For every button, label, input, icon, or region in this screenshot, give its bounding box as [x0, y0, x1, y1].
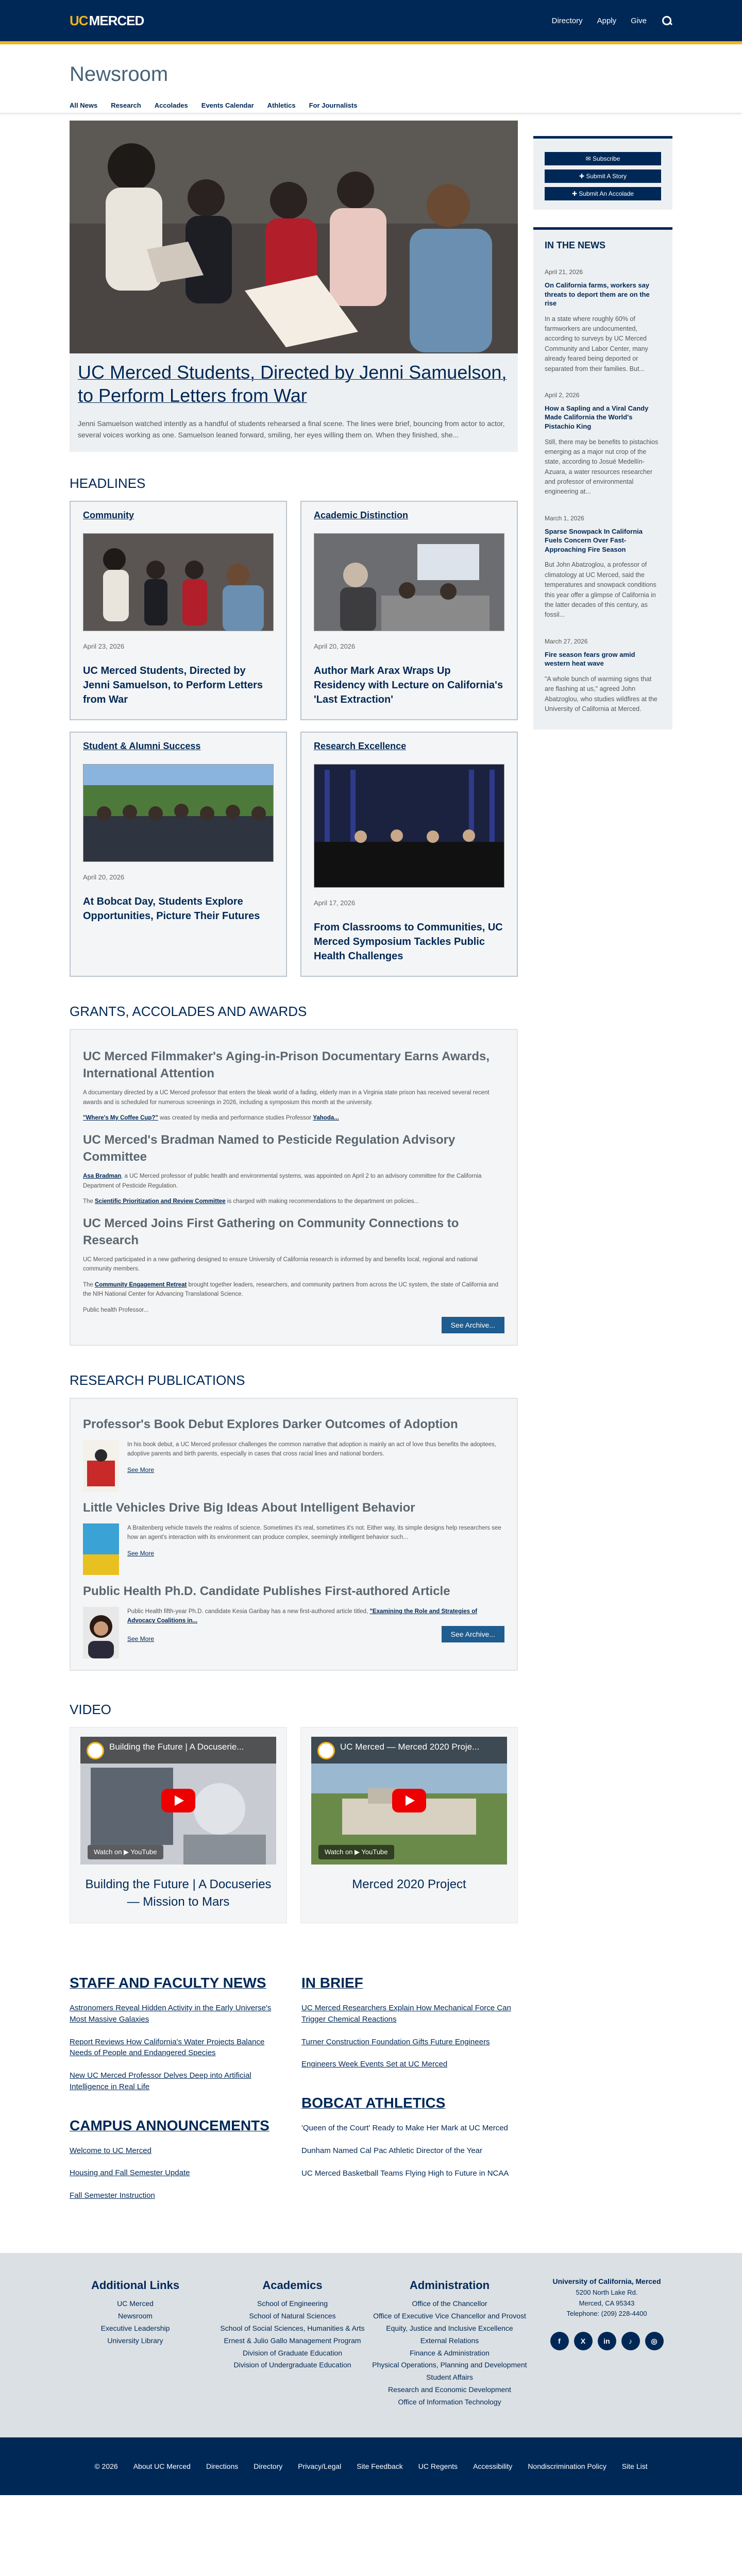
bottom-link[interactable]: Directory [254, 2462, 283, 2470]
card-category[interactable]: Research Excellence [314, 741, 407, 752]
footer-link[interactable]: Physical Operations, Planning and Development [372, 2361, 527, 2369]
linkedin-icon[interactable]: in [598, 2332, 616, 2350]
card-title[interactable]: At Bobcat Day, Students Explore Opportunities, Picture Their Futures [83, 896, 260, 922]
card-date: April 23, 2026 [83, 642, 125, 651]
campus-link[interactable]: Welcome to UC Merced [70, 2146, 151, 2155]
in-brief-col [301, 1975, 518, 2201]
award-title[interactable]: UC Merced Filmmaker's Aging-in-Prison Documentary Earns Awards, International Attention [83, 1049, 490, 1080]
research-heading: RESEARCH PUBLICATIONS [70, 1372, 245, 1388]
news-excerpt: Still, there may be benefits to pistachios emerging as a major nut crop of the state, according to Josué Medellín-Azuara, a water resources researcher and professor of environmental engineering at... [545, 438, 659, 496]
footer-address-line: 5200 North Lake Rd. [576, 2288, 638, 2296]
staff-news-heading[interactable]: STAFF AND FACULTY NEWS [70, 1975, 266, 1991]
submit-accolade-button[interactable]: ✚ Submit An Accolade [545, 187, 661, 200]
card-date: April 17, 2026 [314, 899, 356, 907]
uc-merced-logo[interactable] [70, 13, 144, 29]
publication-title[interactable]: Public Health Ph.D. Candidate Publishes First-authored Article [83, 1584, 450, 1599]
card-title[interactable]: Author Mark Arax Wraps Up Residency with Lecture on California's 'Last Extraction' [314, 665, 503, 706]
publication [83, 1417, 504, 1492]
bottom-link[interactable]: Site List [621, 2462, 648, 2470]
card-photo[interactable] [314, 764, 504, 888]
card-photo[interactable] [83, 533, 274, 631]
news-title[interactable]: Sparse Snowpack In California Fuels Concern Over Fast-Approaching Fire Season [545, 527, 643, 553]
news-excerpt: "A whole bunch of warming signs that are flashing at us," agreed John Abatzoglou, who studies wildfires at the University of California at Merced. [545, 675, 657, 713]
footer-heading: Administration [409, 2278, 490, 2292]
subnav-for-journalists[interactable]: For Journalists [309, 101, 358, 109]
nav-give[interactable]: Give [631, 16, 647, 25]
page-title: Newsroom [70, 63, 168, 86]
facebook-icon[interactable]: f [550, 2332, 569, 2350]
video-title-bar [311, 1737, 507, 1764]
hero-photo[interactable] [70, 121, 518, 353]
subnav-research[interactable]: Research [111, 101, 141, 109]
nav-apply[interactable]: Apply [597, 16, 617, 25]
footer-link[interactable]: UC Merced [117, 2299, 154, 2308]
card-photo-art [314, 534, 504, 631]
award-link[interactable]: Yahoda... [313, 1114, 339, 1121]
see-more-link[interactable]: See More [127, 1635, 155, 1642]
card-category[interactable]: Academic Distinction [314, 510, 409, 521]
bottom-link[interactable]: About UC Merced [133, 2462, 191, 2470]
video-title[interactable]: Merced 2020 Project [352, 1877, 466, 1892]
main-column [70, 121, 518, 1923]
video-title-bar [80, 1737, 276, 1764]
news-title[interactable]: How a Sapling and a Viral Candy Made California the World's Pistachio King [545, 404, 649, 430]
video-player[interactable] [311, 1737, 507, 1865]
hero-story[interactable] [70, 121, 518, 452]
video-thumb-title: Building the Future | A Docuserie... [109, 1742, 244, 1752]
see-more-link[interactable]: See More [127, 1549, 155, 1557]
award-link[interactable]: Asa Bradman [83, 1173, 122, 1180]
instagram-icon[interactable]: ◎ [645, 2332, 664, 2350]
search-icon[interactable] [661, 15, 672, 26]
campus-link[interactable]: Housing and Fall Semester Update [70, 2168, 190, 2178]
channel-avatar [87, 1742, 104, 1759]
sidebar [533, 121, 672, 1923]
award-link[interactable]: Community Engagement Retreat [95, 1281, 187, 1288]
staff-news-col [70, 1975, 286, 2201]
video-title[interactable]: Building the Future | A Docuseries — Mission to Mars [85, 1877, 272, 1909]
lower-sections [0, 1975, 742, 2201]
news-date: March 1, 2026 [545, 514, 584, 522]
campus-link[interactable]: Fall Semester Instruction [70, 2191, 155, 2200]
see-more-link[interactable]: See More [127, 1466, 155, 1473]
in-the-news [533, 227, 672, 730]
award-link[interactable]: Scientific Prioritization and Review Committee [95, 1198, 226, 1205]
sub-nav [70, 101, 672, 109]
top-bar [0, 0, 742, 41]
news-date: April 21, 2026 [545, 268, 583, 276]
footer-contact [528, 2276, 685, 2409]
watch-on-youtube[interactable]: Watch on ▶ YouTube [88, 1845, 163, 1859]
award-text: is charged with making recommendations to the department on policies... [225, 1198, 419, 1205]
footer-link[interactable]: School of Engineering [257, 2299, 328, 2308]
footer-phone[interactable]: Telephone: (209) 228-4400 [566, 2310, 647, 2318]
subnav-accolades[interactable]: Accolades [154, 101, 188, 109]
footer-additional-links [57, 2276, 214, 2409]
in-brief-heading[interactable]: IN BRIEF [301, 1975, 363, 1991]
athletics-item[interactable]: UC Merced Basketball Teams Flying High to Future in NCAA [301, 2168, 509, 2178]
award-excerpt [83, 1172, 504, 1191]
publication-title[interactable]: Professor's Book Debut Explores Darker Outcomes of Adoption [83, 1417, 458, 1432]
footer-link[interactable]: Finance & Administration [410, 2348, 490, 2357]
headline-cards [70, 501, 518, 977]
publication [83, 1584, 504, 1658]
bottom-link[interactable]: Nondiscrimination Policy [528, 2462, 606, 2470]
footer-link[interactable]: Ernest & Julio Gallo Management Program [224, 2336, 361, 2345]
card-date: April 20, 2026 [83, 873, 125, 882]
news-excerpt: In a state where roughly 60% of farmworkers are undocumented, according to surveys by UC Merced Community and Labor Center, many already feared being deported or separated from their families. But... [545, 315, 648, 372]
card-category[interactable]: Student & Alumni Success [83, 741, 201, 752]
research-box [70, 1398, 518, 1671]
footer-link[interactable]: Research and Economic Development [388, 2385, 511, 2394]
award-excerpt-2 [83, 1197, 504, 1206]
publication-excerpt [127, 1607, 504, 1626]
author-photo-art [83, 1607, 119, 1658]
play-icon[interactable] [392, 1789, 426, 1812]
award-text: , a UC Merced professor of public health and environmental systems, was appointed on April 2 to an advisory committee for the California Department of Pesticide Regulation. [83, 1173, 482, 1189]
bottom-bar [0, 2437, 742, 2495]
card-photo[interactable] [314, 533, 504, 631]
publication-excerpt: A Braitenberg vehicle travels the realms of science. Sometimes it's real, sometimes it's not. Either way, its simple designs help researchers see how an agent's interaction with its environment can produce complex, seemingly intelligent behavior such... [127, 1525, 501, 1541]
card-category[interactable]: Community [83, 510, 134, 521]
site-header [0, 44, 742, 113]
news-item [545, 392, 661, 497]
footer-link[interactable]: Office of Executive Vice Chancellor and Provost [373, 2312, 526, 2320]
footer-university-name: University of California, Merced [552, 2277, 661, 2285]
in-brief-link[interactable]: Turner Construction Foundation Gifts Future Engineers [301, 2037, 490, 2046]
submit-story-button[interactable]: ✚ Submit A Story [545, 170, 661, 183]
footer-link[interactable]: Newsroom [118, 2312, 153, 2320]
news-excerpt: But John Abatzoglou, a professor of climatology at UC Merced, said the temperatures and snowpack conditions this year offer a glimpse of California in the latter decades of this century, as fossil... [545, 561, 656, 619]
hero-excerpt: Jenni Samuelson watched intently as a handful of students rehearsed a final scene. The lines were brief, bouncing from actor to actor, several voices working as one. Samuelson leaned forward, smiling, her eyes willing them on. When they finished, she... [78, 419, 505, 439]
headlines-heading: HEADLINES [70, 476, 146, 492]
book-cover[interactable] [83, 1523, 119, 1575]
footer-heading: Academics [262, 2278, 323, 2292]
in-the-news-heading: IN THE NEWS [545, 240, 606, 250]
logo-merced-text: MERCED [89, 12, 144, 28]
book-cover[interactable] [83, 1440, 119, 1492]
footer-link[interactable]: School of Social Sciences, Humanities & Arts [220, 2324, 365, 2332]
publication-link[interactable]: "Examining the Role and Strategies of Advocacy Coalitions in... [127, 1608, 478, 1624]
footer-link[interactable]: Division of Graduate Education [243, 2348, 342, 2357]
footer-academics [214, 2276, 371, 2409]
bottom-link[interactable]: Privacy/Legal [298, 2462, 342, 2470]
footer-address-line: Merced, CA 95343 [579, 2299, 635, 2307]
grants-archive-button[interactable]: See Archive... [442, 1317, 504, 1333]
footer-link[interactable]: Office of the Chancellor [412, 2299, 487, 2308]
headline-card[interactable] [300, 501, 518, 720]
bottom-link[interactable]: Accessibility [473, 2462, 513, 2470]
card-date: April 20, 2026 [314, 642, 356, 651]
news-title[interactable]: On California farms, workers say threats to deport them are on the rise [545, 281, 650, 308]
watch-on-youtube[interactable]: Watch on ▶ YouTube [318, 1845, 394, 1859]
staff-news-link[interactable]: Astronomers Reveal Hidden Activity in the Early Universe's Most Massive Galaxies [70, 2004, 272, 2024]
subnav-all-news[interactable]: All News [70, 101, 98, 109]
grants-box [70, 1029, 518, 1346]
footer-link[interactable]: External Relations [420, 2336, 479, 2345]
news-title[interactable]: Fire season fears grow amid western heat wave [545, 650, 635, 668]
award-text: was created by media and performance studies Professor [158, 1114, 313, 1121]
research-archive-button[interactable]: See Archive... [442, 1626, 504, 1642]
publication [83, 1501, 504, 1575]
social-links [528, 2332, 685, 2350]
footer-link[interactable]: Executive Leadership [100, 2324, 170, 2332]
tiktok-icon[interactable]: ♪ [621, 2332, 640, 2350]
video-player[interactable] [80, 1737, 276, 1865]
card-photo-art [314, 765, 504, 888]
athletics-item[interactable]: 'Queen of the Court' Ready to Make Her Mark at UC Merced [301, 2124, 508, 2133]
in-brief-link[interactable]: UC Merced Researchers Explain How Mechanical Force Can Trigger Chemical Reactions [301, 2004, 511, 2024]
card-photo-art [83, 765, 274, 862]
card-photo-art [83, 534, 274, 631]
footer-heading: Additional Links [91, 2278, 180, 2292]
award-text: The [83, 1198, 95, 1205]
video-card[interactable] [70, 1727, 287, 1923]
video-heading: VIDEO [70, 1702, 111, 1718]
logo-uc-text: UC [70, 12, 88, 28]
publication-title[interactable]: Little Vehicles Drive Big Ideas About Intelligent Behavior [83, 1501, 415, 1515]
bottom-link[interactable]: UC Regents [418, 2462, 458, 2470]
news-item [545, 268, 661, 374]
headline-card[interactable] [70, 732, 287, 977]
card-photo[interactable] [83, 764, 274, 862]
award-title[interactable]: UC Merced's Bradman Named to Pesticide Regulation Advisory Committee [83, 1133, 456, 1164]
hero-caption [70, 353, 518, 452]
copyright: © 2026 [94, 2462, 118, 2470]
subscribe-button[interactable]: ✉ Subscribe [545, 152, 661, 165]
news-date: March 27, 2026 [545, 637, 588, 645]
award-excerpt-2 [83, 1113, 504, 1123]
campus-heading[interactable]: CAMPUS ANNOUNCEMENTS [70, 2117, 269, 2133]
book-cover-art [83, 1440, 119, 1492]
award-text: The [83, 1281, 95, 1288]
footer-link[interactable]: Division of Undergraduate Education [233, 2361, 351, 2369]
award-excerpt-3: Public health Professor... [83, 1307, 149, 1313]
news-date: April 2, 2026 [545, 391, 580, 399]
bottom-link[interactable]: Site Feedback [357, 2462, 403, 2470]
hero-title-link[interactable]: UC Merced Students, Directed by Jenni Samuelson, to Perform Letters from War [78, 362, 507, 406]
subnav-athletics[interactable]: Athletics [267, 101, 296, 109]
video-list [70, 1727, 518, 1923]
headline-card[interactable] [70, 501, 287, 720]
publication-excerpt: In his book debut, a UC Merced professor challenges the common narrative that adoption is mainly an act of love thus benefits the adoptees, adoptive parents and birth parents, especially in cases that cross racial lines and national borders. [127, 1442, 496, 1458]
top-nav [552, 15, 672, 26]
athletics-item[interactable]: Dunham Named Cal Pac Athletic Director of the Year [301, 2146, 483, 2155]
card-title[interactable]: UC Merced Students, Directed by Jenni Samuelson, to Perform Letters from War [83, 665, 263, 706]
nav-directory[interactable]: Directory [551, 16, 583, 25]
footer-link[interactable]: Office of Information Technology [398, 2397, 501, 2406]
channel-avatar [317, 1742, 335, 1759]
award-text: brought together leaders, researchers, and community partners from across the UC system, the state of California and the NIH National Center for Advancing Translational Science. [83, 1281, 498, 1298]
footer-link[interactable]: Equity, Justice and Inclusive Excellence [386, 2324, 513, 2332]
footer-link[interactable]: School of Natural Sciences [249, 2312, 336, 2320]
footer [0, 2253, 742, 2437]
footer-link[interactable]: Student Affairs [426, 2373, 473, 2382]
award-excerpt: A documentary directed by a UC Merced professor that enters the bleak world of a fading, elderly man in a Virginia state prison has received several recent awards and is scheduled for numerous screenings in 2026, including a symposium this month at the university. [83, 1090, 490, 1106]
x-twitter-icon[interactable]: X [574, 2332, 593, 2350]
subnav-events-calendar[interactable]: Events Calendar [201, 101, 254, 109]
footer-administration [371, 2276, 528, 2409]
video-card[interactable] [300, 1727, 518, 1923]
athletics-heading[interactable]: BOBCAT ATHLETICS [301, 2095, 446, 2111]
news-item [545, 515, 661, 620]
footer-link[interactable]: University Library [107, 2336, 163, 2345]
staff-news-link[interactable]: Report Reviews How California's Water Projects Balance Needs of People and Endangered Species [70, 2037, 265, 2058]
in-brief-link[interactable]: Engineers Week Events Set at UC Merced [301, 2060, 448, 2069]
award-excerpt: UC Merced participated in a new gathering designed to ensure University of California research is informed by and benefits local, regional and national community members. [83, 1257, 478, 1273]
action-buttons [533, 136, 672, 210]
publication-text: Public Health fifth-year Ph.D. candidate Kesia Garibay has a new first-authored article titled, [127, 1608, 370, 1615]
headline-card[interactable] [300, 732, 518, 977]
book-cover-art [83, 1523, 119, 1575]
video-thumb-title: UC Merced — Merced 2020 Proje... [340, 1742, 480, 1752]
grants-heading: GRANTS, ACCOLADES AND AWARDS [70, 1004, 307, 1020]
bottom-link[interactable]: Directions [206, 2462, 239, 2470]
award-excerpt-2 [83, 1280, 504, 1299]
hero-photo-art [70, 121, 518, 353]
author-photo[interactable] [83, 1607, 119, 1658]
award-title[interactable]: UC Merced Joins First Gathering on Community Connections to Research [83, 1216, 459, 1247]
staff-news-link[interactable]: New UC Merced Professor Delves Deep into Artificial Intelligence in Real Life [70, 2071, 251, 2091]
news-item [545, 638, 661, 715]
play-icon[interactable] [161, 1789, 195, 1812]
card-title[interactable]: From Classrooms to Communities, UC Merced Symposium Tackles Public Health Challenges [314, 922, 503, 962]
award-link[interactable]: "Where's My Coffee Cup?" [83, 1114, 158, 1121]
